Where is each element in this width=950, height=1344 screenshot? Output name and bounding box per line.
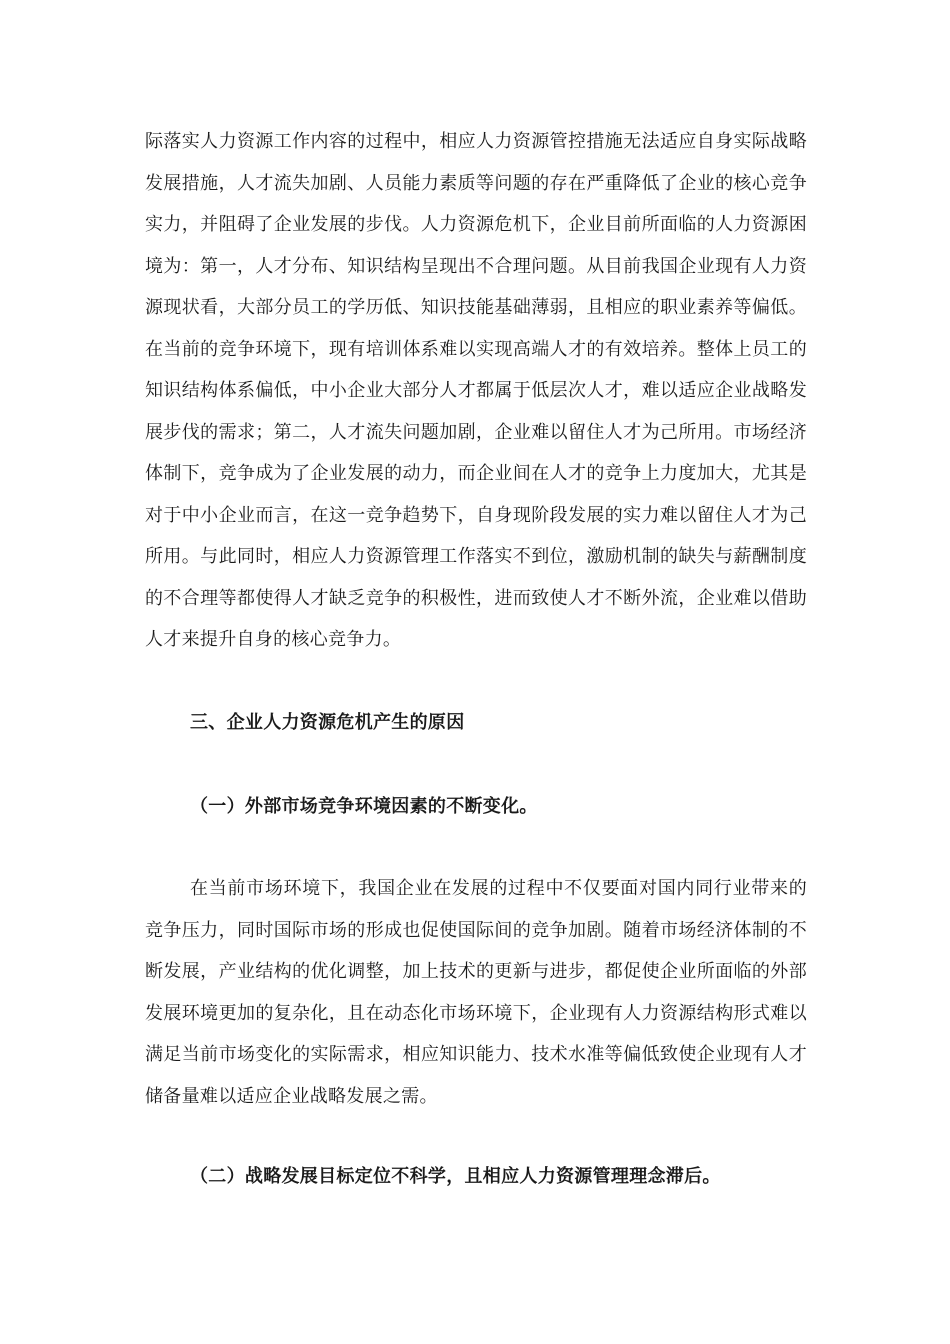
subheading-external-market: （一）外部市场竞争环境因素的不断变化。 <box>190 796 538 817</box>
body-paragraph-talent-crisis: 际落实人力资源工作内容的过程中，相应人力资源管控措施无法适应自身实际战略发展措施，人才流失加剧、人员能力素质等问题的存在严重降低了企业的核心竞争实力，并阻碍了企业发展的步伐。人力资源危机下，企业目前所面临的人力资源困境为：第一，人才分布、知识结构呈现出不合理问题。从目前我国企业现有人力资源现状看，大部分员工的学历低、知识技能基础薄弱，且相应的职业素养等偏低。在当前的竞争环境下，现有培训体系难以实现高端人才的有效培养。整体上员工的知识结构体系偏低，中小企业大部分人才都属于低层次人才，难以适应企业战略发展步伐的需求；第二，人才流失问题加剧，企业难以留住人才为己所用。市场经济体制下，竞争成为了企业发展的动力，而企业间在人才的竞争上力度加大，尤其是对于中小企业而言，在这一竞争趋势下，自身现阶段发展的实力难以留住人才为己所用。与此同时，相应人力资源管理工作落实不到位，激励机制的缺失与薪酬制度的不合理等都使得人才缺乏竞争的积极性，进而致使人才不断外流，企业难以借助人才来提升自身的核心竞争力。 <box>145 131 807 650</box>
subheading-strategic-goals: （二）战略发展目标定位不科学，且相应人力资源管理理念滞后。 <box>190 1166 721 1187</box>
body-paragraph-market-environment: 在当前市场环境下，我国企业在发展的过程中不仅要面对国内同行业带来的竞争压力，同时国际市场的形成也促使国际间的竞争加剧。随着市场经济体制的不断发展，产业结构的优化调整，加上技术的更新与进步，都促使企业所面临的外部发展环境更加的复杂化，且在动态化市场环境下，企业现有人力资源结构形式难以满足当前市场变化的实际需求，相应知识能力、技术水准等偏低致使企业现有人才储备量难以适应企业战略发展之需。 <box>145 878 807 1107</box>
section-heading-causes: 三、企业人力资源危机产生的原因 <box>190 712 465 733</box>
